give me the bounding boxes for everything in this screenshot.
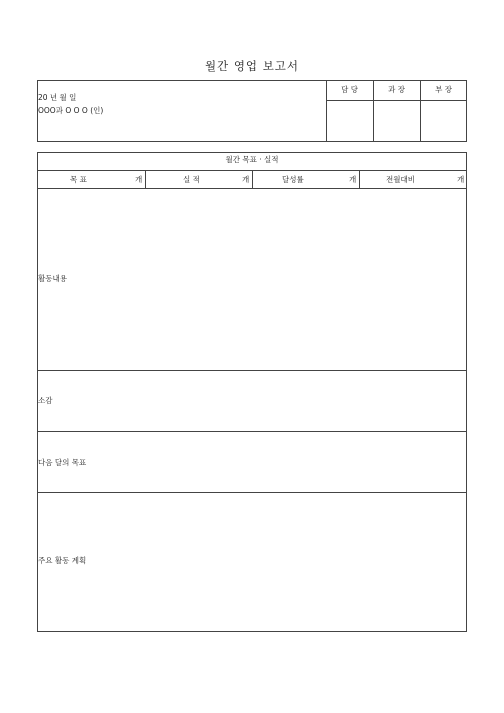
goal-achievement-unit: 개 xyxy=(349,175,357,184)
section-divider xyxy=(37,492,467,493)
document-title: 월간 영업 보고서 xyxy=(204,59,300,73)
approval-label-manager: 담 당 xyxy=(341,85,358,94)
activity-label: 활동내용 xyxy=(38,274,67,283)
approval-label-department-head: 부 장 xyxy=(435,85,452,94)
goals-col-divider xyxy=(145,170,146,188)
goal-achievement-label: 달성률 xyxy=(282,175,304,184)
goal-result-unit: 개 xyxy=(242,175,250,184)
approval-header-line xyxy=(326,100,467,101)
section-divider xyxy=(37,370,467,371)
goals-col-divider xyxy=(359,170,360,188)
approval-label-section-chief: 과 장 xyxy=(388,85,405,94)
goals-row-line xyxy=(37,188,467,189)
next-month-goal-label: 다음 달의 목표 xyxy=(38,458,87,467)
goals-section-title: 월간 목표 · 실적 xyxy=(225,155,279,164)
goals-col-divider xyxy=(252,170,253,188)
goal-target-unit: 개 xyxy=(135,175,143,184)
goal-vs-last-month-label: 전월대비 xyxy=(386,175,415,184)
date-line: 20 년 월 일 xyxy=(38,93,77,102)
impressions-label: 소감 xyxy=(38,396,53,405)
activity-plan-label: 주요 활동 계획 xyxy=(38,556,87,565)
main-table xyxy=(37,152,467,632)
section-divider xyxy=(37,431,467,432)
goal-result-label: 실 적 xyxy=(183,175,200,184)
goal-vs-last-month-unit: 개 xyxy=(457,175,465,184)
reporter-line: OOO과 O O O (인) xyxy=(38,106,104,115)
goal-target-label: 목 표 xyxy=(70,175,87,184)
